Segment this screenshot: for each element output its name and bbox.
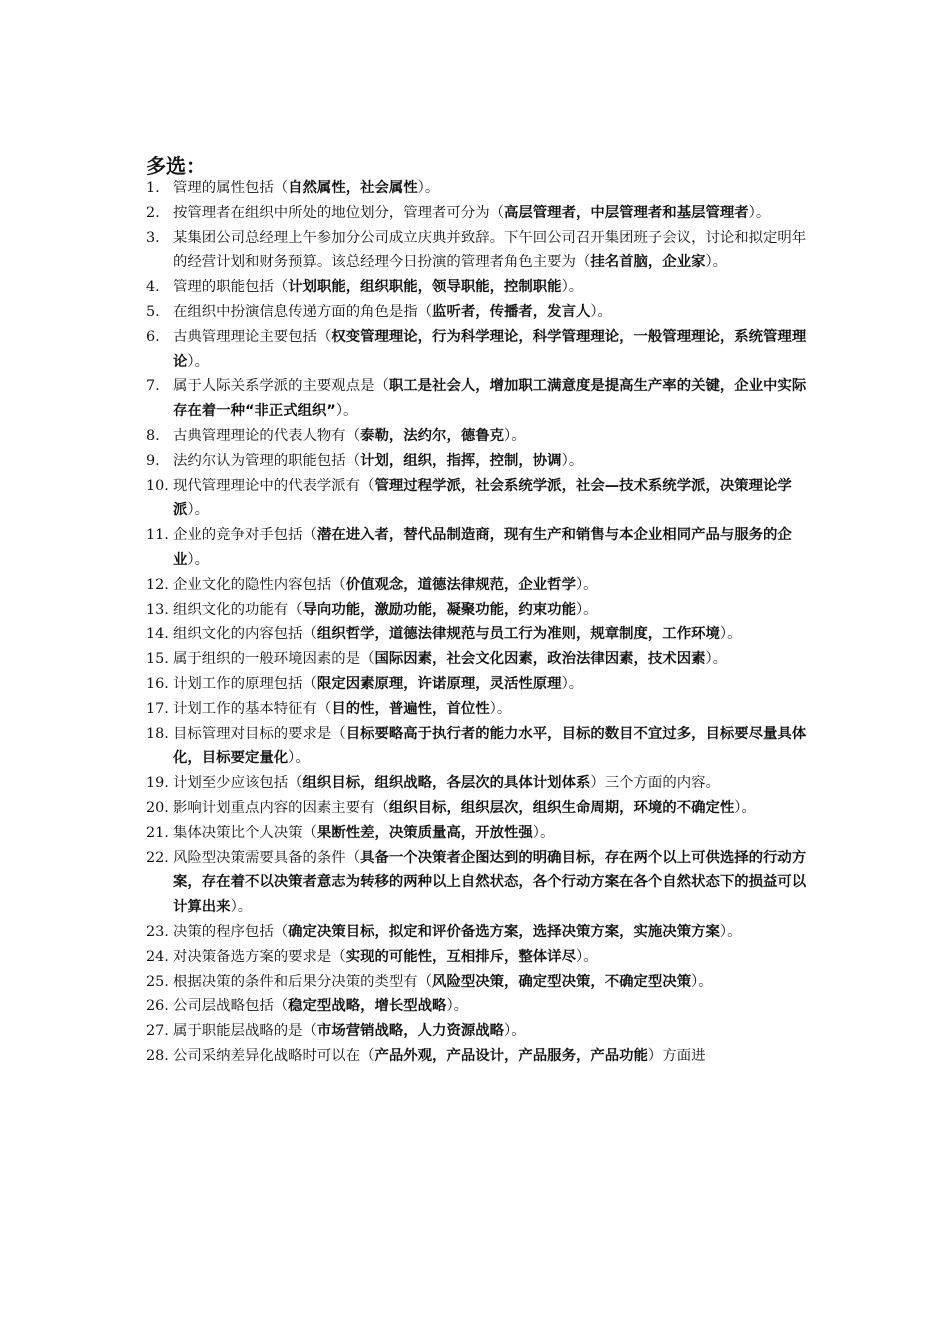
question-number: 20. [146, 799, 169, 816]
answer-text: 职工是社会人，增加职工满意度是提高生产率的关键，企业中实际存在着一种“非正式组织” [173, 378, 807, 420]
question-text-end: ）。 [575, 601, 598, 618]
question-text-end: ）。 [489, 700, 512, 717]
question-item [146, 201, 818, 226]
answer-text: 市场营销战略，人力资源战略 [316, 1023, 505, 1040]
question-item [146, 994, 818, 1019]
question-item [146, 573, 818, 598]
answer-text: 计划职能，组织职能，领导职能，控制职能 [288, 279, 562, 296]
question-text-end: ）。 [335, 403, 358, 420]
question-item [146, 821, 818, 846]
answer-text: 高层管理者，中层管理者和基层管理者 [504, 204, 749, 221]
question-text-end: ）。 [705, 651, 728, 668]
answer-text: 计划，组织，指挥，控制，协调 [360, 452, 562, 469]
question-number: 7. [146, 378, 160, 395]
question-text: 企业的竞争对手包括（ [173, 527, 317, 544]
question-text: 决策的程序包括（ [173, 923, 289, 940]
question-text-end: ）。 [748, 204, 771, 221]
question-text: 管理的职能包括（ [173, 279, 289, 296]
question-text: 计划至少应该包括（ [173, 775, 303, 792]
question-text: 目标管理对目标的要求是（ [173, 725, 346, 742]
question-number: 28. [146, 1047, 169, 1064]
question-item [146, 275, 818, 300]
answer-text: 产品外观，产品设计，产品服务，产品功能 [374, 1047, 648, 1064]
question-item [146, 945, 818, 970]
question-number: 5. [146, 303, 160, 320]
question-number: 17. [146, 700, 169, 717]
question-text-end: ）。 [590, 303, 612, 320]
answer-text: 挂名首脑，企业家 [590, 254, 706, 271]
question-text: 影响计划重点内容的因素主要有（ [173, 799, 389, 816]
question-item [146, 424, 818, 449]
answer-text: 限定因素原理，许诺原理，灵活性原理 [316, 675, 562, 692]
question-text-end: ）。 [187, 551, 209, 568]
question-item [146, 697, 818, 722]
question-text-end: ）。 [187, 502, 209, 519]
question-number: 21. [146, 824, 169, 841]
answer-text: 潜在进入者，替代品制造商，现有生产和销售与本企业相同产品与服务的企业 [173, 527, 792, 568]
question-item [146, 796, 818, 821]
question-text: 法约尔认为管理的职能包括（ [173, 452, 361, 469]
question-number: 18. [146, 725, 169, 742]
question-text-end: ）。 [561, 452, 584, 469]
question-text: 按管理者在组织中所处的地位划分，管理者可分为（ [173, 204, 504, 221]
question-text: 属于人际关系学派的主要观点是（ [173, 378, 389, 395]
question-text-end: ）方面进 [647, 1047, 706, 1064]
question-text-end: ）。 [504, 427, 526, 444]
question-number: 10. [146, 477, 169, 494]
question-text: 组织文化的内容包括（ [173, 626, 317, 643]
question-text: 集体决策比个人决策（ [173, 824, 317, 841]
question-number: 23. [146, 923, 169, 940]
question-text: 计划工作的原理包括（ [173, 675, 317, 692]
question-text: 现代管理理论中的代表学派有（ [173, 477, 375, 494]
question-item [146, 722, 818, 772]
question-text-end: ）。 [691, 973, 713, 990]
question-item [146, 226, 818, 276]
question-item [146, 771, 818, 796]
question-item [146, 325, 818, 375]
question-list [146, 176, 818, 1069]
answer-text: 管理过程学派，社会系统学派，社会—技术系统学派，决策理论学派 [173, 477, 792, 519]
question-text-end: ）。 [230, 899, 253, 916]
question-text: 风险型决策需要具备的条件（ [173, 849, 361, 866]
question-text: 公司采纳差异化战略时可以在（ [173, 1047, 375, 1064]
question-text: 公司层战略包括（ [173, 998, 289, 1015]
question-number: 13. [146, 601, 169, 618]
question-number: 6. [146, 328, 160, 345]
question-number: 1. [146, 180, 160, 196]
question-item [146, 374, 818, 424]
question-text-end: ）。 [288, 750, 310, 767]
question-text: 属于组织的一般环境因素的是（ [173, 651, 375, 668]
question-item [146, 647, 818, 672]
question-item [146, 672, 818, 697]
question-item [146, 300, 818, 325]
question-number: 19. [146, 775, 169, 792]
question-text-end: ）。 [446, 998, 469, 1015]
question-text-end: ）三个方面的内容。 [590, 775, 720, 792]
question-item [146, 622, 818, 647]
question-text: 古典管理理论的代表人物有（ [173, 427, 361, 444]
question-text-end: ）。 [417, 180, 440, 196]
answer-text: 果断性差，决策质量高，开放性强 [316, 824, 533, 841]
answer-text: 风险型决策，确定型决策，不确定型决策 [432, 973, 692, 990]
question-item [146, 176, 818, 201]
answer-text: 目标要略高于执行者的能力水平，目标的数目不宜过多，目标要尽量具体化，目标要定量化 [173, 725, 807, 767]
answer-text: 导向功能，激励功能，凝聚功能，约束功能 [302, 601, 576, 618]
answer-text: 确定决策目标，拟定和评价备选方案，选择决策方案，实施决策方案 [288, 923, 720, 940]
question-text: 计划工作的基本特征有（ [173, 700, 332, 717]
question-item [146, 846, 818, 920]
question-item [146, 920, 818, 945]
question-text-end: ）。 [187, 353, 209, 370]
question-number: 14. [146, 626, 169, 643]
answer-text: 自然属性，社会属性 [288, 180, 418, 196]
question-number: 11. [146, 527, 169, 544]
question-item [146, 449, 818, 474]
answer-text: 稳定型战略，增长型战略 [288, 998, 447, 1015]
question-text: 属于职能层战略的是（ [173, 1023, 317, 1040]
question-text: 管理的属性包括（ [173, 180, 289, 196]
question-text: 组织文化的功能有（ [173, 601, 303, 618]
section-heading: 多选： [146, 154, 206, 178]
question-text-end: ）。 [719, 923, 742, 940]
question-text: 企业文化的隐性内容包括（ [173, 576, 346, 593]
question-text-end: ）。 [734, 799, 756, 816]
question-number: 25. [146, 973, 169, 990]
question-number: 12. [146, 576, 169, 593]
question-text-end: ）。 [575, 948, 598, 965]
answer-text: 具备一个决策者企图达到的明确目标，存在两个以上可供选择的行动方案，存在着不以决策者意志为转移的两种以上自然状态，各个行动方案在各个自然状态下的损益可以计算出来 [173, 849, 807, 916]
question-number: 26. [146, 998, 169, 1015]
question-number: 4. [146, 279, 160, 296]
question-text-end: ）。 [705, 254, 728, 271]
question-number: 24. [146, 948, 169, 965]
question-text-end: ）。 [504, 1023, 526, 1040]
answer-text: 监听者，传播者，发言人 [432, 303, 591, 320]
question-number: 16. [146, 675, 169, 692]
question-item [146, 474, 818, 524]
question-text-end: ）。 [561, 675, 584, 692]
answer-text: 目的性，普遍性，首位性 [331, 700, 490, 717]
answer-text: 实现的可能性，互相排斥，整体详尽 [345, 948, 576, 965]
question-text: 根据决策的条件和后果分决策的类型有（ [173, 973, 433, 990]
answer-text: 国际因素，社会文化因素，政治法律因素，技术因素 [374, 651, 706, 668]
answer-text: 价值观念，道德法律规范，企业哲学 [345, 576, 576, 593]
question-text: 古典管理理论主要包括（ [173, 328, 332, 345]
question-item [146, 1019, 818, 1044]
question-text: 某集团公司总经理上午参加分公司成立庆典并致辞。下午回公司召开集团班子会议，讨论和拟定明年的经营计划和财务预算。该总经理今日扮演的管理者角色主要为（ [173, 229, 807, 271]
question-item [146, 598, 818, 623]
answer-text: 组织目标，组织层次，组织生命周期，环境的不确定性 [388, 799, 735, 816]
question-text: 在组织中扮演信息传递方面的角色是指（ [173, 303, 433, 320]
answer-text: 组织哲学，道德法律规范与员工行为准则，规章制度，工作环境 [316, 626, 720, 643]
question-text-end: ）。 [561, 279, 584, 296]
question-number: 27. [146, 1023, 169, 1040]
answer-text: 权变管理理论，行为科学理论，科学管理理论，一般管理理论，系统管理理论 [173, 328, 807, 370]
question-item [146, 523, 818, 573]
question-text: 对决策备选方案的要求是（ [173, 948, 346, 965]
question-text-end: ）。 [532, 824, 555, 841]
answer-text: 组织目标，组织战略，各层次的具体计划体系 [302, 775, 591, 792]
question-text-end: ）。 [719, 626, 742, 643]
question-item [146, 970, 818, 995]
question-number: 9. [146, 452, 160, 469]
question-number: 3. [146, 229, 160, 246]
question-text-end: ）。 [575, 576, 598, 593]
question-item [146, 1044, 818, 1069]
question-number: 22. [146, 849, 169, 866]
question-number: 8. [146, 427, 160, 444]
question-number: 2. [146, 204, 160, 221]
answer-text: 泰勒，法约尔，德鲁克 [360, 427, 505, 444]
question-number: 15. [146, 651, 169, 668]
